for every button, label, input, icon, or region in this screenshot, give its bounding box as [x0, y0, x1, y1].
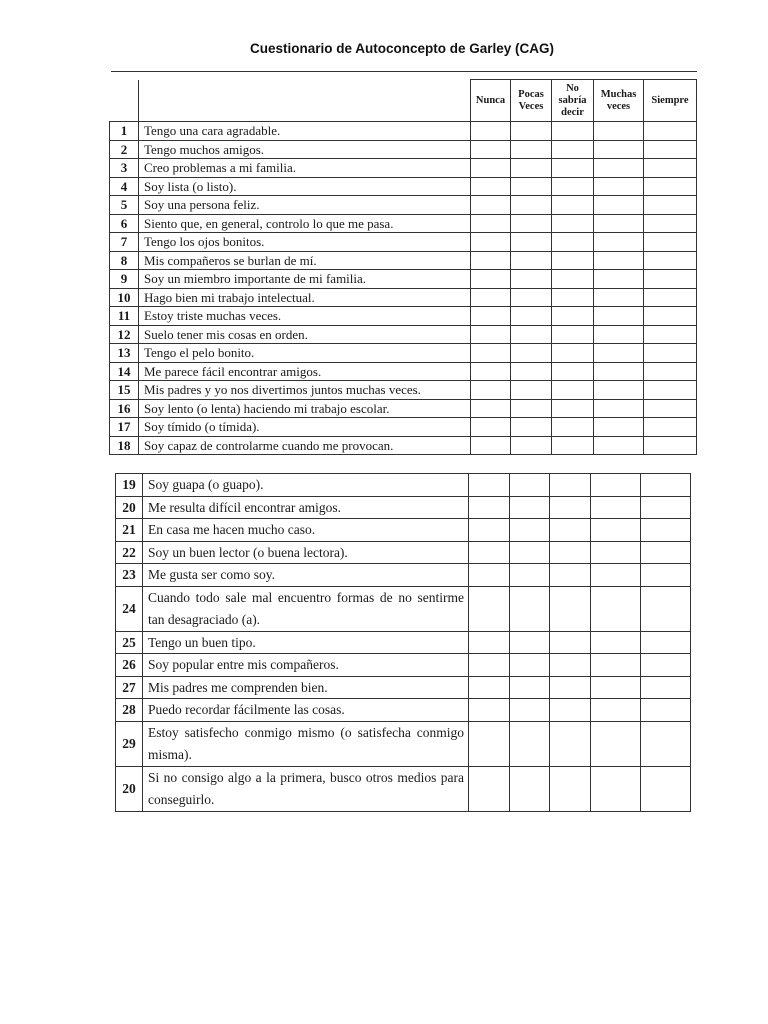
answer-cell[interactable] [644, 344, 697, 363]
question-number: 28 [116, 699, 143, 722]
question-row [116, 721, 691, 766]
answer-cell[interactable] [469, 699, 510, 722]
answer-cell[interactable] [471, 233, 511, 252]
answer-cell[interactable] [550, 519, 591, 542]
questionnaire-table-part2 [115, 473, 691, 812]
question-row [110, 270, 697, 289]
question-row [116, 699, 691, 722]
question-number: 14 [110, 362, 139, 381]
question-row [116, 541, 691, 564]
answer-cell[interactable] [510, 541, 550, 564]
question-number: 22 [116, 541, 143, 564]
answer-cell[interactable] [510, 564, 550, 587]
question-row [110, 122, 697, 141]
answer-cell[interactable] [591, 699, 641, 722]
answer-cell[interactable] [552, 418, 594, 437]
answer-cell[interactable] [511, 307, 552, 326]
answer-cell[interactable] [644, 381, 697, 400]
divider [111, 71, 697, 72]
answer-cell[interactable] [471, 307, 511, 326]
question-row [116, 654, 691, 677]
answer-cell[interactable] [511, 436, 552, 455]
answer-cell[interactable] [471, 140, 511, 159]
question-row [110, 325, 697, 344]
answer-cell[interactable] [511, 196, 552, 215]
option-header [552, 80, 594, 122]
answer-cell[interactable] [550, 541, 591, 564]
question-text: Soy tímido (o tímida). [139, 418, 471, 437]
question-row [110, 140, 697, 159]
answer-cell[interactable] [644, 436, 697, 455]
answer-cell[interactable] [511, 177, 552, 196]
answer-cell[interactable] [511, 159, 552, 178]
answer-cell[interactable] [644, 270, 697, 289]
answer-cell[interactable] [469, 586, 510, 631]
question-row [110, 214, 697, 233]
answer-cell[interactable] [594, 325, 644, 344]
question-number: 11 [110, 307, 139, 326]
answer-cell[interactable] [641, 654, 691, 677]
answer-cell[interactable] [471, 122, 511, 141]
answer-cell[interactable] [644, 177, 697, 196]
answer-cell[interactable] [511, 344, 552, 363]
question-text: Estoy satisfecho conmigo mismo (o satisfecha conmigo misma). [143, 721, 469, 766]
question-text: Tengo un buen tipo. [143, 631, 469, 654]
question-row [110, 399, 697, 418]
answer-cell[interactable] [550, 676, 591, 699]
answer-cell[interactable] [594, 288, 644, 307]
answer-cell[interactable] [510, 721, 550, 766]
answer-cell[interactable] [471, 418, 511, 437]
answer-cell[interactable] [591, 519, 641, 542]
answer-cell[interactable] [550, 474, 591, 497]
option-header-label: Muchas veces [600, 88, 637, 112]
answer-cell[interactable] [550, 654, 591, 677]
answer-cell[interactable] [594, 251, 644, 270]
question-row [116, 766, 691, 811]
question-number: 23 [116, 564, 143, 587]
answer-cell[interactable] [594, 159, 644, 178]
question-row [116, 474, 691, 497]
answer-cell[interactable] [594, 399, 644, 418]
option-header [471, 80, 511, 122]
question-row [116, 631, 691, 654]
question-row [110, 436, 697, 455]
question-number: 9 [110, 270, 139, 289]
question-number: 16 [110, 399, 139, 418]
answer-cell[interactable] [594, 344, 644, 363]
answer-cell[interactable] [469, 766, 510, 811]
question-text: Soy guapa (o guapo). [143, 474, 469, 497]
question-number: 6 [110, 214, 139, 233]
answer-cell[interactable] [550, 766, 591, 811]
answer-cell[interactable] [469, 721, 510, 766]
answer-cell[interactable] [510, 474, 550, 497]
answer-cell[interactable] [550, 586, 591, 631]
answer-cell[interactable] [644, 214, 697, 233]
question-row [110, 418, 697, 437]
answer-cell[interactable] [641, 676, 691, 699]
option-header [511, 80, 552, 122]
answer-cell[interactable] [552, 325, 594, 344]
answer-cell[interactable] [471, 325, 511, 344]
question-text: Soy una persona feliz. [139, 196, 471, 215]
header-blank-cell [139, 80, 471, 122]
answer-cell[interactable] [511, 418, 552, 437]
answer-cell[interactable] [591, 654, 641, 677]
answer-cell[interactable] [591, 676, 641, 699]
question-number: 17 [110, 418, 139, 437]
answer-cell[interactable] [552, 436, 594, 455]
question-row [110, 307, 697, 326]
answer-cell[interactable] [594, 436, 644, 455]
answer-cell[interactable] [511, 251, 552, 270]
question-number: 20 [116, 766, 143, 811]
answer-cell[interactable] [550, 631, 591, 654]
answer-cell[interactable] [511, 140, 552, 159]
answer-cell[interactable] [471, 436, 511, 455]
answer-cell[interactable] [511, 288, 552, 307]
answer-cell[interactable] [469, 654, 510, 677]
question-text: Puedo recordar fácilmente las cosas. [143, 699, 469, 722]
question-row [110, 288, 697, 307]
answer-cell[interactable] [550, 496, 591, 519]
answer-cell[interactable] [591, 766, 641, 811]
answer-cell[interactable] [469, 631, 510, 654]
question-number: 13 [110, 344, 139, 363]
answer-cell[interactable] [644, 362, 697, 381]
answer-cell[interactable] [644, 288, 697, 307]
question-text: Mis padres me comprenden bien. [143, 676, 469, 699]
answer-cell[interactable] [469, 541, 510, 564]
answer-cell[interactable] [591, 586, 641, 631]
answer-cell[interactable] [591, 541, 641, 564]
answer-cell[interactable] [644, 251, 697, 270]
answer-cell[interactable] [552, 344, 594, 363]
question-row [116, 564, 691, 587]
question-row [110, 159, 697, 178]
question-number: 4 [110, 177, 139, 196]
answer-cell[interactable] [471, 399, 511, 418]
answer-cell[interactable] [511, 381, 552, 400]
answer-cell[interactable] [594, 122, 644, 141]
question-number: 19 [116, 474, 143, 497]
option-header [644, 80, 697, 122]
question-number: 18 [110, 436, 139, 455]
question-text: Tengo los ojos bonitos. [139, 233, 471, 252]
answer-cell[interactable] [594, 362, 644, 381]
answer-cell[interactable] [552, 140, 594, 159]
answer-cell[interactable] [591, 721, 641, 766]
answer-cell[interactable] [552, 381, 594, 400]
answer-cell[interactable] [644, 122, 697, 141]
answer-cell[interactable] [641, 586, 691, 631]
question-row [110, 362, 697, 381]
question-number: 20 [116, 496, 143, 519]
answer-cell[interactable] [641, 564, 691, 587]
answer-cell[interactable] [641, 766, 691, 811]
answer-cell[interactable] [594, 214, 644, 233]
question-number: 3 [110, 159, 139, 178]
question-text: Soy popular entre mis compañeros. [143, 654, 469, 677]
answer-cell[interactable] [471, 196, 511, 215]
option-header-label: Siempre [651, 94, 689, 106]
answer-cell[interactable] [594, 140, 644, 159]
question-text: Tengo una cara agradable. [139, 122, 471, 141]
option-header [594, 80, 644, 122]
question-number: 10 [110, 288, 139, 307]
header-blank-cell [110, 80, 139, 122]
answer-cell[interactable] [471, 251, 511, 270]
answer-cell[interactable] [471, 177, 511, 196]
answer-cell[interactable] [552, 122, 594, 141]
answer-cell[interactable] [552, 362, 594, 381]
answer-cell[interactable] [641, 496, 691, 519]
question-number: 7 [110, 233, 139, 252]
question-number: 15 [110, 381, 139, 400]
question-number: 27 [116, 676, 143, 699]
answer-cell[interactable] [644, 399, 697, 418]
question-text: Si no consigo algo a la primera, busco otros medios para conseguirlo. [143, 766, 469, 811]
question-row [116, 676, 691, 699]
question-text: Creo problemas a mi familia. [139, 159, 471, 178]
answer-cell[interactable] [641, 474, 691, 497]
answer-cell[interactable] [594, 307, 644, 326]
header-row [110, 80, 697, 122]
question-row [110, 344, 697, 363]
question-text: Siento que, en general, controlo lo que me pasa. [139, 214, 471, 233]
answer-cell[interactable] [510, 699, 550, 722]
option-header-label: Pocas Veces [518, 88, 544, 112]
answer-cell[interactable] [594, 196, 644, 215]
answer-cell[interactable] [594, 177, 644, 196]
answer-cell[interactable] [510, 631, 550, 654]
question-number: 21 [116, 519, 143, 542]
answer-cell[interactable] [511, 214, 552, 233]
answer-cell[interactable] [550, 721, 591, 766]
answer-cell[interactable] [552, 251, 594, 270]
answer-cell[interactable] [552, 196, 594, 215]
answer-cell[interactable] [641, 631, 691, 654]
answer-cell[interactable] [591, 564, 641, 587]
answer-cell[interactable] [511, 362, 552, 381]
answer-cell[interactable] [644, 196, 697, 215]
answer-cell[interactable] [510, 519, 550, 542]
answer-cell[interactable] [471, 344, 511, 363]
answer-cell[interactable] [552, 399, 594, 418]
question-text: Estoy triste muchas veces. [139, 307, 471, 326]
answer-cell[interactable] [471, 381, 511, 400]
answer-cell[interactable] [552, 159, 594, 178]
question-text: Cuando todo sale mal encuentro formas de no sentirme tan desagraciado (a). [143, 586, 469, 631]
answer-cell[interactable] [511, 270, 552, 289]
answer-cell[interactable] [469, 564, 510, 587]
questionnaire-table-part1 [109, 79, 697, 455]
question-number: 5 [110, 196, 139, 215]
question-text: Mis padres y yo nos divertimos juntos muchas veces. [139, 381, 471, 400]
answer-cell[interactable] [510, 654, 550, 677]
answer-cell[interactable] [510, 586, 550, 631]
answer-cell[interactable] [471, 159, 511, 178]
answer-cell[interactable] [469, 676, 510, 699]
question-number: 29 [116, 721, 143, 766]
answer-cell[interactable] [591, 631, 641, 654]
answer-cell[interactable] [594, 270, 644, 289]
question-text: Tengo el pelo bonito. [139, 344, 471, 363]
answer-cell[interactable] [591, 496, 641, 519]
answer-cell[interactable] [594, 381, 644, 400]
answer-cell[interactable] [469, 474, 510, 497]
question-text: Soy un buen lector (o buena lectora). [143, 541, 469, 564]
question-number: 25 [116, 631, 143, 654]
question-number: 26 [116, 654, 143, 677]
question-number: 1 [110, 122, 139, 141]
answer-cell[interactable] [552, 214, 594, 233]
option-header-label: No sabría decir [558, 82, 587, 118]
question-text: En casa me hacen mucho caso. [143, 519, 469, 542]
answer-cell[interactable] [469, 519, 510, 542]
answer-cell[interactable] [469, 496, 510, 519]
answer-cell[interactable] [644, 159, 697, 178]
answer-cell[interactable] [511, 325, 552, 344]
question-text: Soy lento (o lenta) haciendo mi trabajo escolar. [139, 399, 471, 418]
question-row [116, 586, 691, 631]
answer-cell[interactable] [644, 140, 697, 159]
answer-cell[interactable] [641, 721, 691, 766]
answer-cell[interactable] [641, 519, 691, 542]
answer-cell[interactable] [511, 233, 552, 252]
question-text: Soy un miembro importante de mi familia. [139, 270, 471, 289]
question-row [110, 251, 697, 270]
question-row [116, 519, 691, 542]
question-text: Mis compañeros se burlan de mí. [139, 251, 471, 270]
answer-cell[interactable] [552, 270, 594, 289]
question-number: 24 [116, 586, 143, 631]
question-number: 2 [110, 140, 139, 159]
question-text: Hago bien mi trabajo intelectual. [139, 288, 471, 307]
answer-cell[interactable] [550, 699, 591, 722]
question-number: 8 [110, 251, 139, 270]
answer-cell[interactable] [641, 699, 691, 722]
answer-cell[interactable] [510, 676, 550, 699]
question-text: Tengo muchos amigos. [139, 140, 471, 159]
answer-cell[interactable] [552, 177, 594, 196]
answer-cell[interactable] [471, 362, 511, 381]
answer-cell[interactable] [641, 541, 691, 564]
question-text: Me resulta difícil encontrar amigos. [143, 496, 469, 519]
answer-cell[interactable] [644, 233, 697, 252]
answer-cell[interactable] [644, 307, 697, 326]
answer-cell[interactable] [471, 288, 511, 307]
answer-cell[interactable] [552, 288, 594, 307]
question-row [110, 177, 697, 196]
answer-cell[interactable] [510, 496, 550, 519]
answer-cell[interactable] [510, 766, 550, 811]
question-number: 12 [110, 325, 139, 344]
answer-cell[interactable] [594, 418, 644, 437]
answer-cell[interactable] [511, 122, 552, 141]
answer-cell[interactable] [471, 270, 511, 289]
question-row [110, 233, 697, 252]
question-row [116, 496, 691, 519]
answer-cell[interactable] [550, 564, 591, 587]
question-text: Me gusta ser como soy. [143, 564, 469, 587]
page-title: Cuestionario de Autoconcepto de Garley (CAG) [249, 41, 555, 56]
answer-cell[interactable] [552, 233, 594, 252]
option-header-label: Nunca [475, 94, 506, 106]
answer-cell[interactable] [471, 214, 511, 233]
answer-cell[interactable] [594, 233, 644, 252]
answer-cell[interactable] [552, 307, 594, 326]
answer-cell[interactable] [644, 325, 697, 344]
question-text: Soy lista (o listo). [139, 177, 471, 196]
question-row [110, 196, 697, 215]
question-text: Suelo tener mis cosas en orden. [139, 325, 471, 344]
answer-cell[interactable] [644, 418, 697, 437]
question-row [110, 381, 697, 400]
question-text: Me parece fácil encontrar amigos. [139, 362, 471, 381]
question-text: Soy capaz de controlarme cuando me provocan. [139, 436, 471, 455]
answer-cell[interactable] [511, 399, 552, 418]
answer-cell[interactable] [591, 474, 641, 497]
